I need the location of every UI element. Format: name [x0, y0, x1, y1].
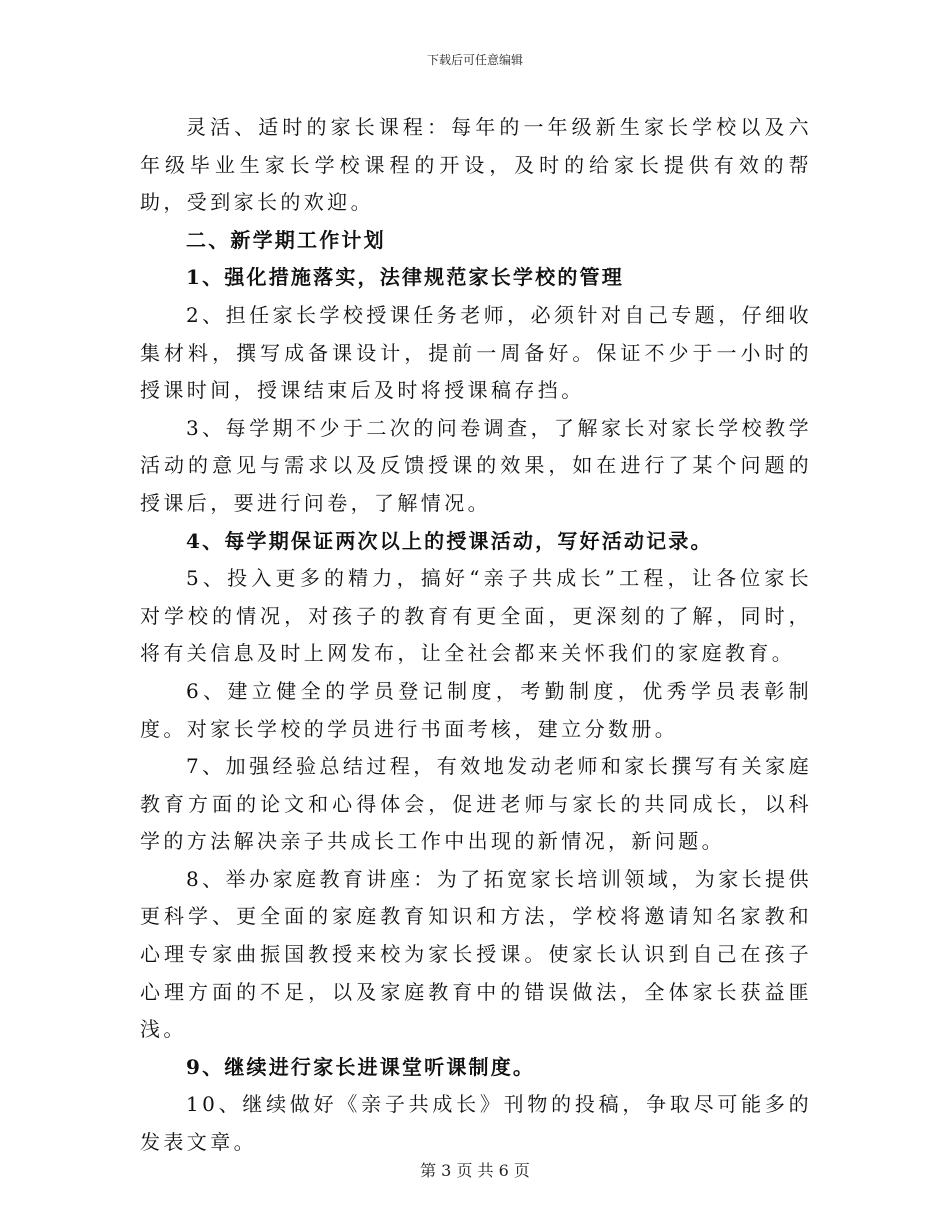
plan-item-4: 4、每学期保证两次以上的授课活动，写好活动记录。 [186, 528, 713, 553]
plan-item-5: 5、投入更多的精力，搞好“亲子共成长”工程，让各位家长对学校的情况，对孩子的教育有更全面，更深刻的了解，同时，将有关信息及时上网发布，让全社会都来关怀我们的家庭教育。 [140, 566, 812, 666]
plan-item-1: 1、强化措施落实，法律规范家长学校的管理 [186, 265, 624, 290]
page-number-footer: 第 3 页 共 6 页 [420, 1161, 530, 1180]
plan-item-3: 3、每学期不少于二次的问卷调查，了解家长对家长学校教学活动的意见与需求以及反馈授课的效果，如在进行了某个问题的授课后，要进行问卷，了解情况。 [140, 415, 812, 515]
section-heading: 二、新学期工作计划 [186, 227, 386, 252]
paragraph-intro: 灵活、适时的家长课程：每年的一年级新生家长学校以及六年级毕业生家长学校课程的开设，及时的给家长提供有效的帮助，受到家长的欢迎。 [140, 115, 812, 215]
page-header: 下载后可任意编辑 [426, 53, 523, 67]
plan-item-8: 8、举办家庭教育讲座：为了拓宽家长培训领域，为家长提供更科学、更全面的家庭教育知识和方法，学校将邀请知名家教和心理专家曲振国教授来校为家长授课。使家长认识到自己在孩子心理方面的不足，以及家庭教育中的错误做法，全体家长获益匪浅。 [140, 866, 812, 1042]
plan-item-2: 2、担任家长学校授课任务老师，必须针对自己专题，仔细收集材料，撰写成备课设计，提前一周备好。保证不少于一小时的授课时间，授课结束后及时将授课稿存挡。 [140, 302, 812, 403]
document-body [140, 109, 812, 1162]
plan-item-9: 9、继续进行家长进课堂听课制度。 [186, 1054, 536, 1079]
plan-item-7: 7、加强经验总结过程，有效地发动老师和家长撰写有关家庭教育方面的论文和心得体会，促进老师与家长的共同成长，以科学的方法解决亲子共成长工作中出现的新情况，新问题。 [140, 754, 812, 854]
plan-item-6: 6、建立健全的学员登记制度，考勤制度，优秀学员表彰制度。对家长学校的学员进行书面考核，建立分数册。 [140, 678, 812, 741]
plan-item-10: 10、继续做好《亲子共成长》刊物的投稿，争取尽可能多的发表文章。 [140, 1092, 812, 1155]
